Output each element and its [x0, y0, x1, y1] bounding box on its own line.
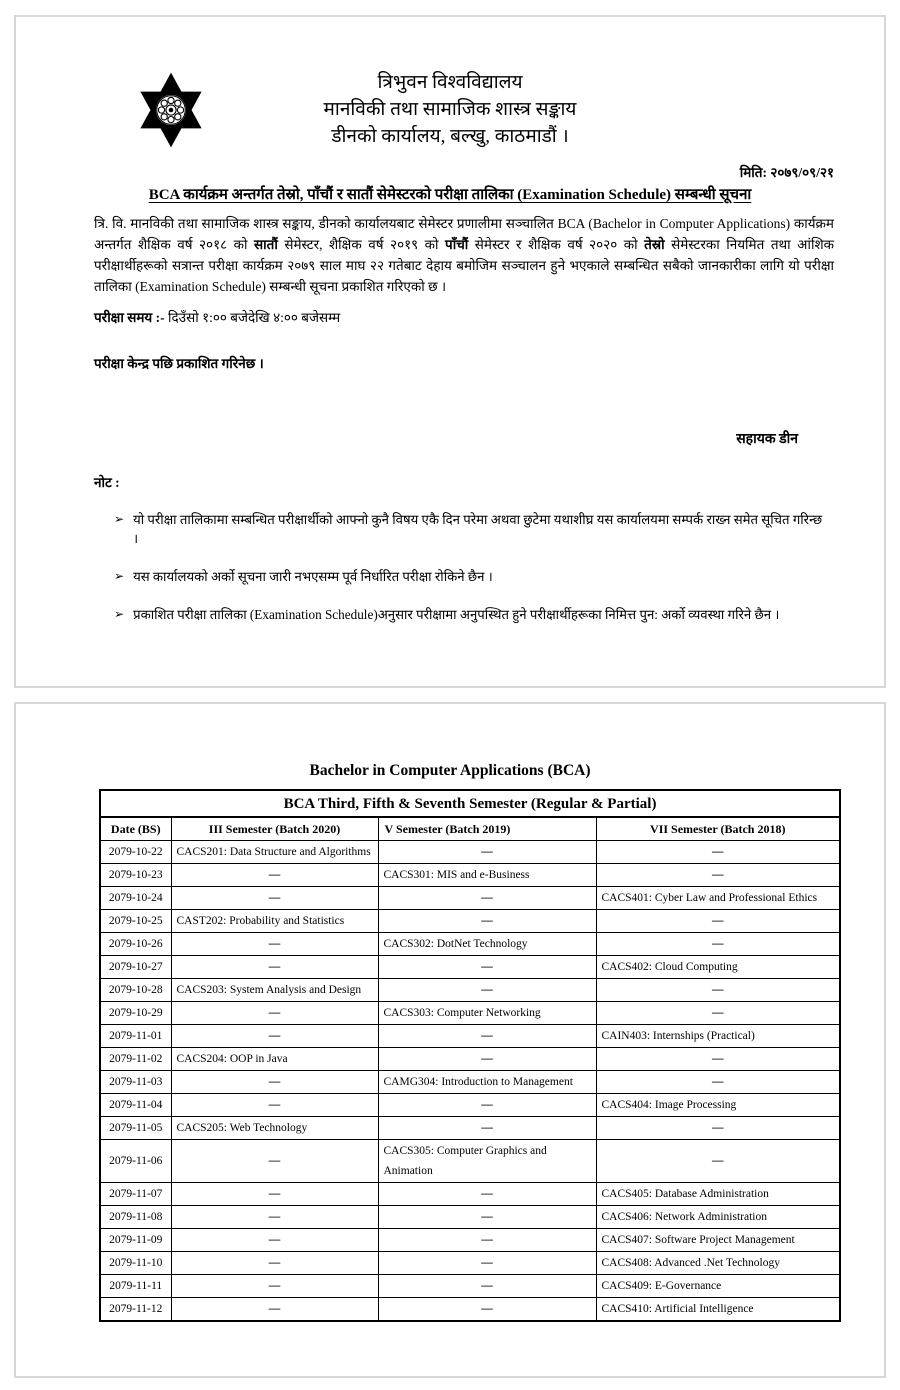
table-row: [100, 841, 840, 864]
empty-cell: —: [378, 910, 596, 933]
notice-date: मिति: २०७९/०९/२१: [739, 165, 834, 180]
table-row: [100, 1071, 840, 1094]
empty-cell: —: [378, 1183, 596, 1206]
office-name: डीनको कार्यालय, बल्खु, काठमाडौं ।: [331, 126, 569, 147]
date-cell: 2079-11-08: [100, 1206, 171, 1229]
table-row: [100, 1275, 840, 1298]
course-cell: CACS401: Cyber Law and Professional Ethics: [596, 887, 840, 910]
date-cell: 2079-11-07: [100, 1183, 171, 1206]
course-cell: CACS305: Computer Graphics and Animation: [378, 1140, 596, 1183]
empty-cell: —: [171, 1298, 378, 1322]
exam-time-value: दिउँसो १:०० बजेदेखि ४:०० बजेसम्म: [164, 310, 341, 325]
empty-cell: —: [596, 910, 840, 933]
empty-cell: —: [171, 1025, 378, 1048]
exam-time-label: परीक्षा समय :-: [94, 310, 165, 325]
schedule-table-body: [100, 841, 840, 1322]
empty-cell: —: [171, 1071, 378, 1094]
signature-assistant-dean: सहायक डीन: [736, 432, 798, 447]
table-row: [100, 956, 840, 979]
empty-cell: —: [596, 933, 840, 956]
table-row: [100, 1206, 840, 1229]
date-cell: 2079-11-12: [100, 1298, 171, 1322]
course-cell: CACS408: Advanced .Net Technology: [596, 1252, 840, 1275]
date-cell: 2079-10-26: [100, 933, 171, 956]
empty-cell: —: [171, 933, 378, 956]
empty-cell: —: [171, 1183, 378, 1206]
course-cell: CAMG304: Introduction to Management: [378, 1071, 596, 1094]
table-row: [100, 1117, 840, 1140]
table-row: [100, 1229, 840, 1252]
course-cell: CACS301: MIS and e-Business: [378, 864, 596, 887]
empty-cell: —: [378, 1206, 596, 1229]
table-row: [100, 1094, 840, 1117]
arrow-bullet-icon: ➢: [114, 569, 125, 583]
date-cell: 2079-10-24: [100, 887, 171, 910]
exam-schedule-table: [99, 789, 841, 1322]
empty-cell: —: [378, 841, 596, 864]
note-text: यस कार्यालयको अर्को सूचना जारी नभएसम्म पूर्व निर्धारित परीक्षा रोकिने छैन ।: [133, 569, 493, 584]
col-header-vii-semester: VII Semester (Batch 2018): [596, 817, 840, 841]
date-cell: 2079-10-25: [100, 910, 171, 933]
empty-cell: —: [378, 1252, 596, 1275]
course-cell: CACS205: Web Technology: [171, 1117, 378, 1140]
empty-cell: —: [378, 1275, 596, 1298]
program-title: Bachelor in Computer Applications (BCA): [309, 762, 591, 779]
note-text: प्रकाशित परीक्षा तालिका (Examination Schedule)अनुसार परीक्षामा अनुपस्थित हुने परीक्षार्थीहरूका निमित्त पुन: अर्को व्यवस्था गरिने छैन ।: [133, 607, 780, 622]
date-cell: 2079-11-02: [100, 1048, 171, 1071]
schedule-page: [14, 702, 886, 1378]
empty-cell: —: [378, 1117, 596, 1140]
table-caption: BCA Third, Fifth & Seventh Semester (Regular & Partial): [100, 790, 840, 817]
empty-cell: —: [171, 864, 378, 887]
table-row: [100, 1252, 840, 1275]
date-cell: 2079-11-10: [100, 1252, 171, 1275]
course-cell: CACS303: Computer Networking: [378, 1002, 596, 1025]
date-cell: 2079-10-22: [100, 841, 171, 864]
table-row: [100, 1025, 840, 1048]
empty-cell: —: [596, 1117, 840, 1140]
table-row: [100, 1002, 840, 1025]
course-cell: CACS302: DotNet Technology: [378, 933, 596, 956]
table-row: [100, 864, 840, 887]
course-cell: CACS406: Network Administration: [596, 1206, 840, 1229]
date-cell: 2079-10-27: [100, 956, 171, 979]
course-cell: CACS204: OOP in Java: [171, 1048, 378, 1071]
table-row: [100, 1140, 840, 1183]
table-row: [100, 1048, 840, 1071]
empty-cell: —: [596, 1140, 840, 1183]
date-cell: 2079-10-23: [100, 864, 171, 887]
course-cell: CACS407: Software Project Management: [596, 1229, 840, 1252]
date-cell: 2079-10-28: [100, 979, 171, 1002]
table-header-row: [100, 817, 840, 841]
exam-time-line: [94, 308, 834, 326]
date-cell: 2079-11-11: [100, 1275, 171, 1298]
empty-cell: —: [171, 1094, 378, 1117]
course-cell: CACS201: Data Structure and Algorithms: [171, 841, 378, 864]
arrow-bullet-icon: ➢: [114, 607, 125, 621]
table-row: [100, 887, 840, 910]
course-cell: CAST202: Probability and Statistics: [171, 910, 378, 933]
empty-cell: —: [378, 887, 596, 910]
course-cell: CACS404: Image Processing: [596, 1094, 840, 1117]
empty-cell: —: [596, 1071, 840, 1094]
empty-cell: —: [171, 1206, 378, 1229]
col-header-date: Date (BS): [100, 817, 171, 841]
empty-cell: —: [596, 841, 840, 864]
empty-cell: —: [171, 1252, 378, 1275]
faculty-name: मानविकी तथा सामाजिक शास्त्र सङ्काय: [323, 99, 577, 120]
col-header-iii-semester: III Semester (Batch 2020): [171, 817, 378, 841]
notice-page: [14, 15, 886, 688]
note-label: नोट :: [94, 475, 120, 490]
note-item-3: [114, 605, 829, 624]
date-cell: 2079-11-09: [100, 1229, 171, 1252]
empty-cell: —: [378, 1048, 596, 1071]
empty-cell: —: [171, 1275, 378, 1298]
empty-cell: —: [378, 1094, 596, 1117]
course-cell: CACS409: E-Governance: [596, 1275, 840, 1298]
note-item-2: [114, 567, 829, 586]
course-cell: CACS405: Database Administration: [596, 1183, 840, 1206]
empty-cell: —: [378, 1229, 596, 1252]
course-cell: CAIN403: Internships (Practical): [596, 1025, 840, 1048]
arrow-bullet-icon: ➢: [114, 512, 125, 526]
col-header-v-semester: V Semester (Batch 2019): [378, 817, 596, 841]
table-row: [100, 1183, 840, 1206]
table-row: [100, 910, 840, 933]
exam-center-notice: परीक्षा केन्द्र पछि प्रकाशित गरिनेछ ।: [94, 356, 264, 371]
course-cell: CACS410: Artificial Intelligence: [596, 1298, 840, 1322]
date-cell: 2079-11-06: [100, 1140, 171, 1183]
notice-title: BCA कार्यक्रम अन्तर्गत तेस्रो, पाँचौं र सातौं सेमेस्टरको परीक्षा तालिका (Examination Schedule) सम्बन्धी सूचना: [148, 187, 752, 203]
empty-cell: —: [378, 1298, 596, 1322]
empty-cell: —: [378, 956, 596, 979]
date-cell: 2079-11-04: [100, 1094, 171, 1117]
course-cell: CACS203: System Analysis and Design: [171, 979, 378, 1002]
empty-cell: —: [171, 1229, 378, 1252]
empty-cell: —: [171, 1002, 378, 1025]
table-row: [100, 933, 840, 956]
table-row: [100, 1298, 840, 1322]
notice-body: त्रि. वि. मानविकी तथा सामाजिक शास्त्र सङ्काय, डीनको कार्यालयबाट सेमेस्टर प्रणालीमा सञ्चालित BCA (Bachelor in Computer Applications) कार्यक्रम अन्तर्गत शैक्षिक वर्ष २०१८ को सातौं सेमेस्टर, शैक्षिक वर्ष २०१९ को पाँचौं सेमेस्टर र शैक्षिक वर्ष २०२० को तेस्रो सेमेस्टरका नियमित तथा आंशिक परीक्षार्थीहरूको सत्रान्त परीक्षा कार्यक्रम २०७९ साल माघ २२ गतेबाट देहाय बमोजिम सञ्चालन हुने भएकाले सम्बन्धित सबैको जानकारीका लागि यो परीक्षा तालिका (Examination Schedule) सम्बन्धी सूचना प्रकाशित गरिएको छ ।: [94, 216, 835, 294]
table-caption-row: [100, 790, 840, 817]
tribhuvan-university-emblem-icon: [137, 72, 205, 148]
university-name: त्रिभुवन विश्वविद्यालय: [377, 72, 523, 93]
empty-cell: —: [378, 1025, 596, 1048]
empty-cell: —: [171, 1140, 378, 1183]
date-cell: 2079-11-01: [100, 1025, 171, 1048]
note-item-1: [114, 510, 829, 548]
empty-cell: —: [596, 864, 840, 887]
empty-cell: —: [596, 979, 840, 1002]
empty-cell: —: [378, 979, 596, 1002]
table-row: [100, 979, 840, 1002]
empty-cell: —: [596, 1002, 840, 1025]
date-cell: 2079-11-05: [100, 1117, 171, 1140]
note-text: यो परीक्षा तालिकामा सम्बन्धित परीक्षार्थीको आफ्नो कुनै विषय एकै दिन परेमा अथवा छुटेमा यथाशीघ्र यस कार्यालयमा सम्पर्क राख्न समेत सूचित गरिन्छ ।: [133, 512, 823, 546]
empty-cell: —: [596, 1048, 840, 1071]
empty-cell: —: [171, 887, 378, 910]
empty-cell: —: [171, 956, 378, 979]
course-cell: CACS402: Cloud Computing: [596, 956, 840, 979]
date-cell: 2079-11-03: [100, 1071, 171, 1094]
date-cell: 2079-10-29: [100, 1002, 171, 1025]
